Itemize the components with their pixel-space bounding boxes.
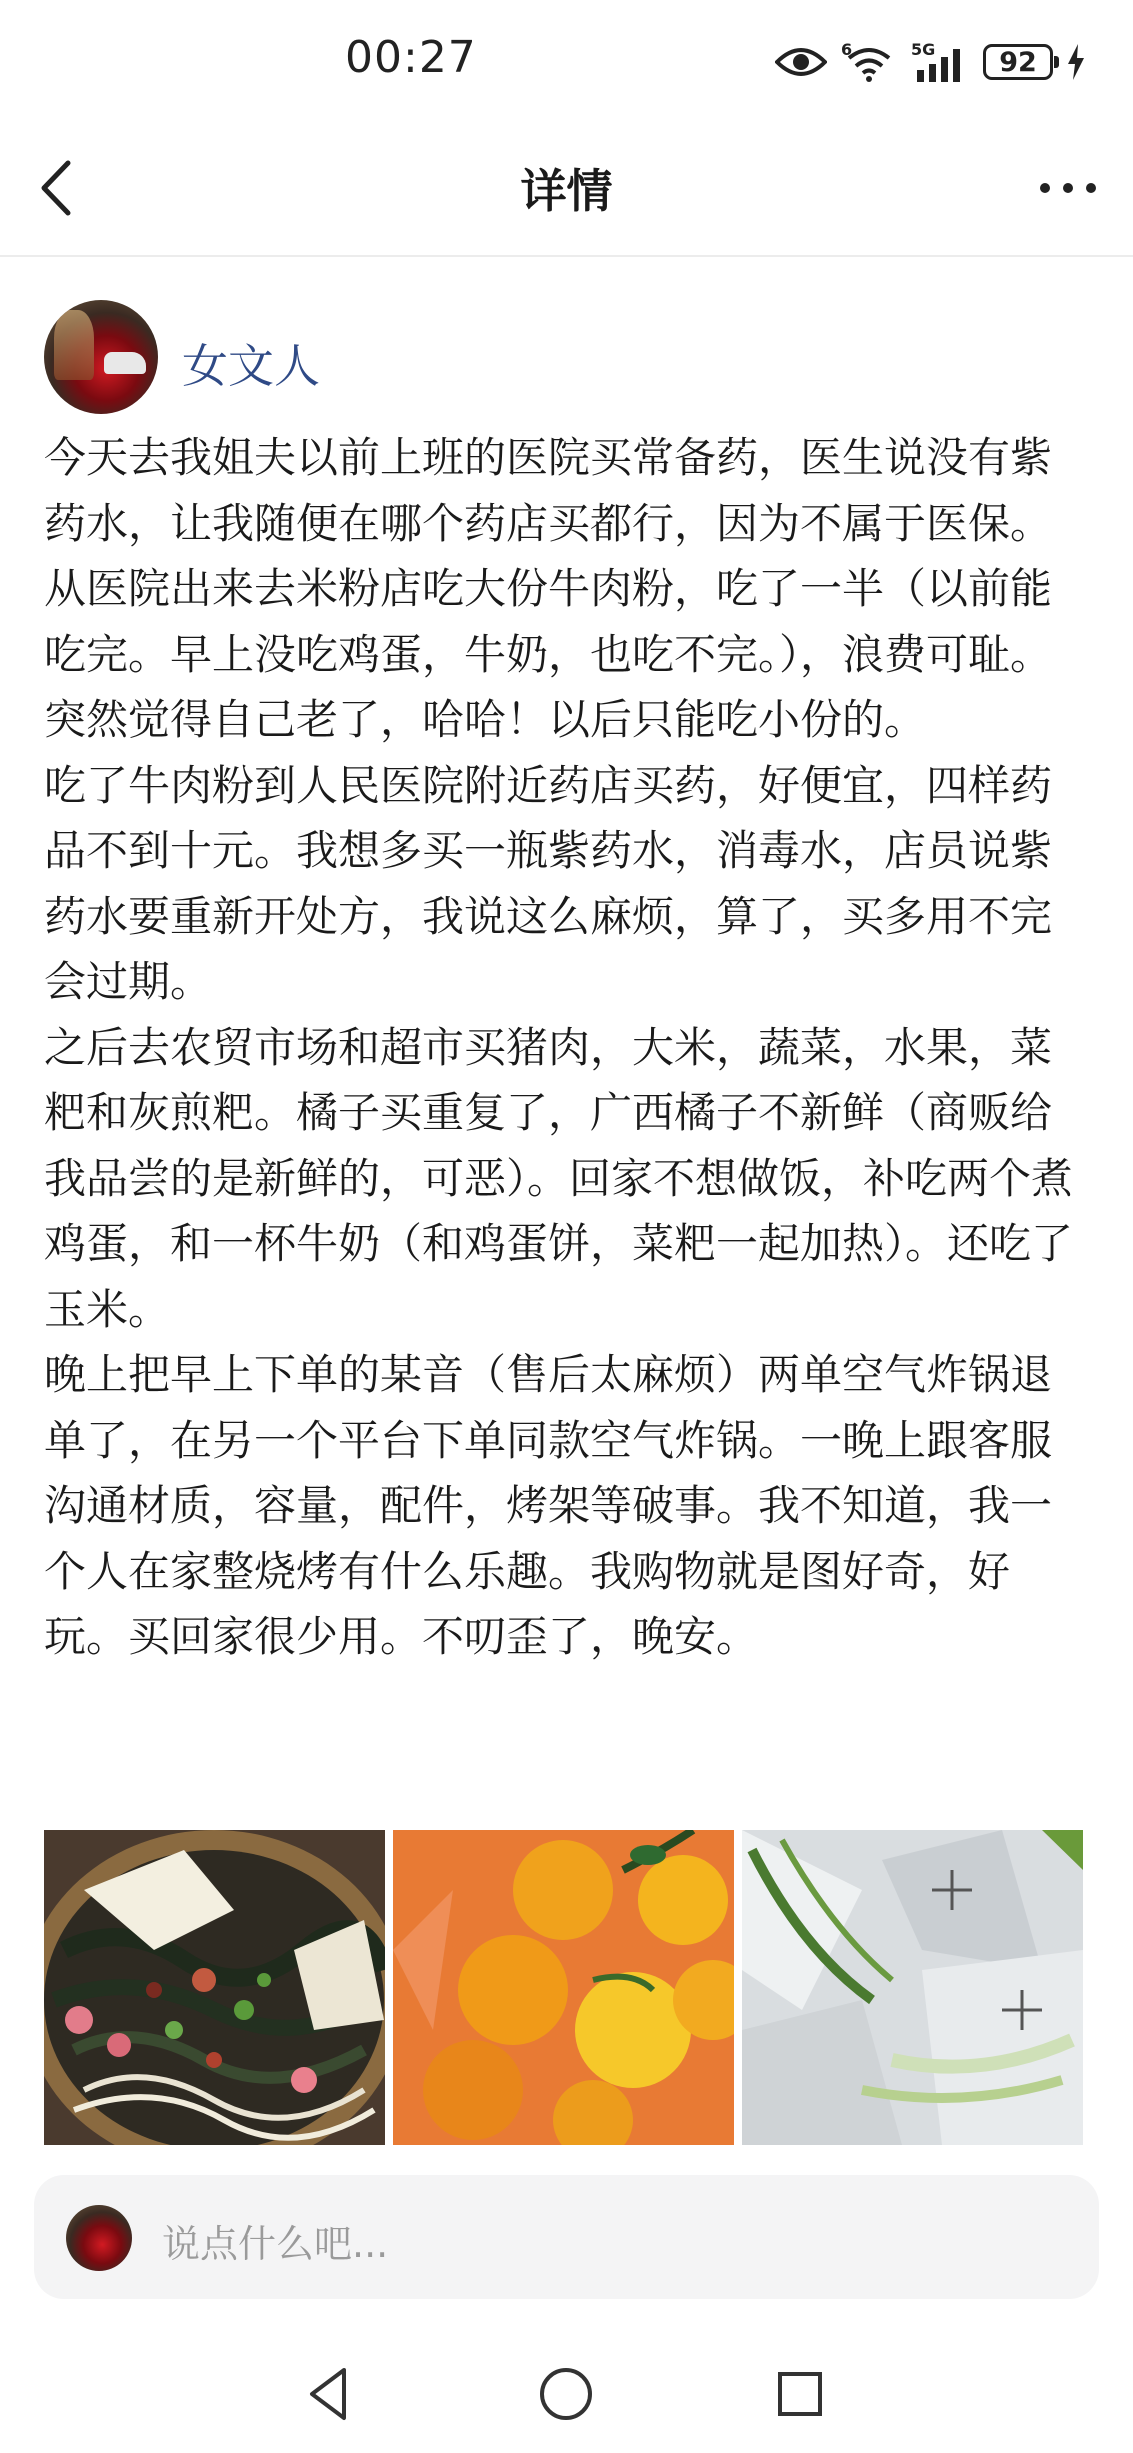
more-button[interactable] [1035,158,1105,218]
system-nav-bar [0,2330,1133,2453]
post-paragraph: 之后去农贸市场和超市买猪肉，大米，蔬菜，水果，菜粑和灰煎粑。橘子买重复了，广西橘子不新鲜（商贩给我品尝的是新鲜的，可恶）。回家不想做饭，补吃两个煮鸡蛋，和一杯牛奶（和鸡蛋饼，菜粑一起加热）。还吃了玉米。 [44,1022,1074,1334]
triangle-back-icon [298,2362,362,2426]
photo-vegetables[interactable] [742,1830,1083,2145]
square-recents-icon [768,2362,832,2426]
post-body [44,425,1084,1670]
post-paragraph: 晚上把早上下单的某音（售后太麻烦）两单空气炸锅退单了，在另一个平台下单同款空气炸锅。一晚上跟客服沟通材质，容量，配件，烤架等破事。我不知道，我一个人在家整烧烤有什么乐趣。我购物就是图好奇，好玩。买回家很少用。不叨歪了，晚安。 [44,1350,1053,1661]
page-title: 详情 [520,164,613,218]
comment-placeholder: 说点什么吧... [162,2222,389,2266]
nav-bar [0,125,1133,257]
status-icons [775,34,1085,90]
charging-bolt-icon [1067,44,1085,80]
system-home-button[interactable] [534,2362,598,2426]
more-dots-icon [1035,158,1105,218]
status-time: 00:27 [345,32,477,83]
status-bar [0,0,1133,125]
user-avatar [66,2205,132,2271]
photo-grid [44,1830,1089,2145]
battery-icon [983,44,1053,80]
photo-noodles[interactable] [44,1830,385,2145]
post-paragraph: 吃了牛肉粉到人民医院附近药店买药，好便宜，四样药品不到十元。我想多买一瓶紫药水，消毒水，店员说紫药水要重新开处方，我说这么麻烦，算了，买多用不完会过期。 [44,760,1053,1006]
post-paragraph: 今天去我姐夫以前上班的医院买常备药，医生说没有紫药水，让我随便在哪个药店买都行，因为不属于医保。从医院出来去米粉店吃大份牛肉粉，吃了一半（以前能吃完。早上没吃鸡蛋，牛奶，也吃不完。），浪费可耻。突然觉得自己老了，哈哈！以后只能吃小份的。 [44,433,1053,744]
circle-home-icon [534,2362,598,2426]
cellular-5g-label: 5G [911,40,936,59]
author-name[interactable]: 女文人 [182,339,320,393]
photo-oranges[interactable] [393,1830,734,2145]
system-back-button[interactable] [298,2362,362,2426]
wifi-icon [841,40,897,84]
system-recents-button[interactable] [768,2362,832,2426]
cellular-signal-icon [911,40,969,84]
battery-level: 92 [999,46,1037,78]
eye-icon [775,44,827,80]
wifi-6-label: 6 [841,40,853,59]
comment-input[interactable] [34,2175,1099,2299]
author-avatar[interactable] [44,300,158,414]
